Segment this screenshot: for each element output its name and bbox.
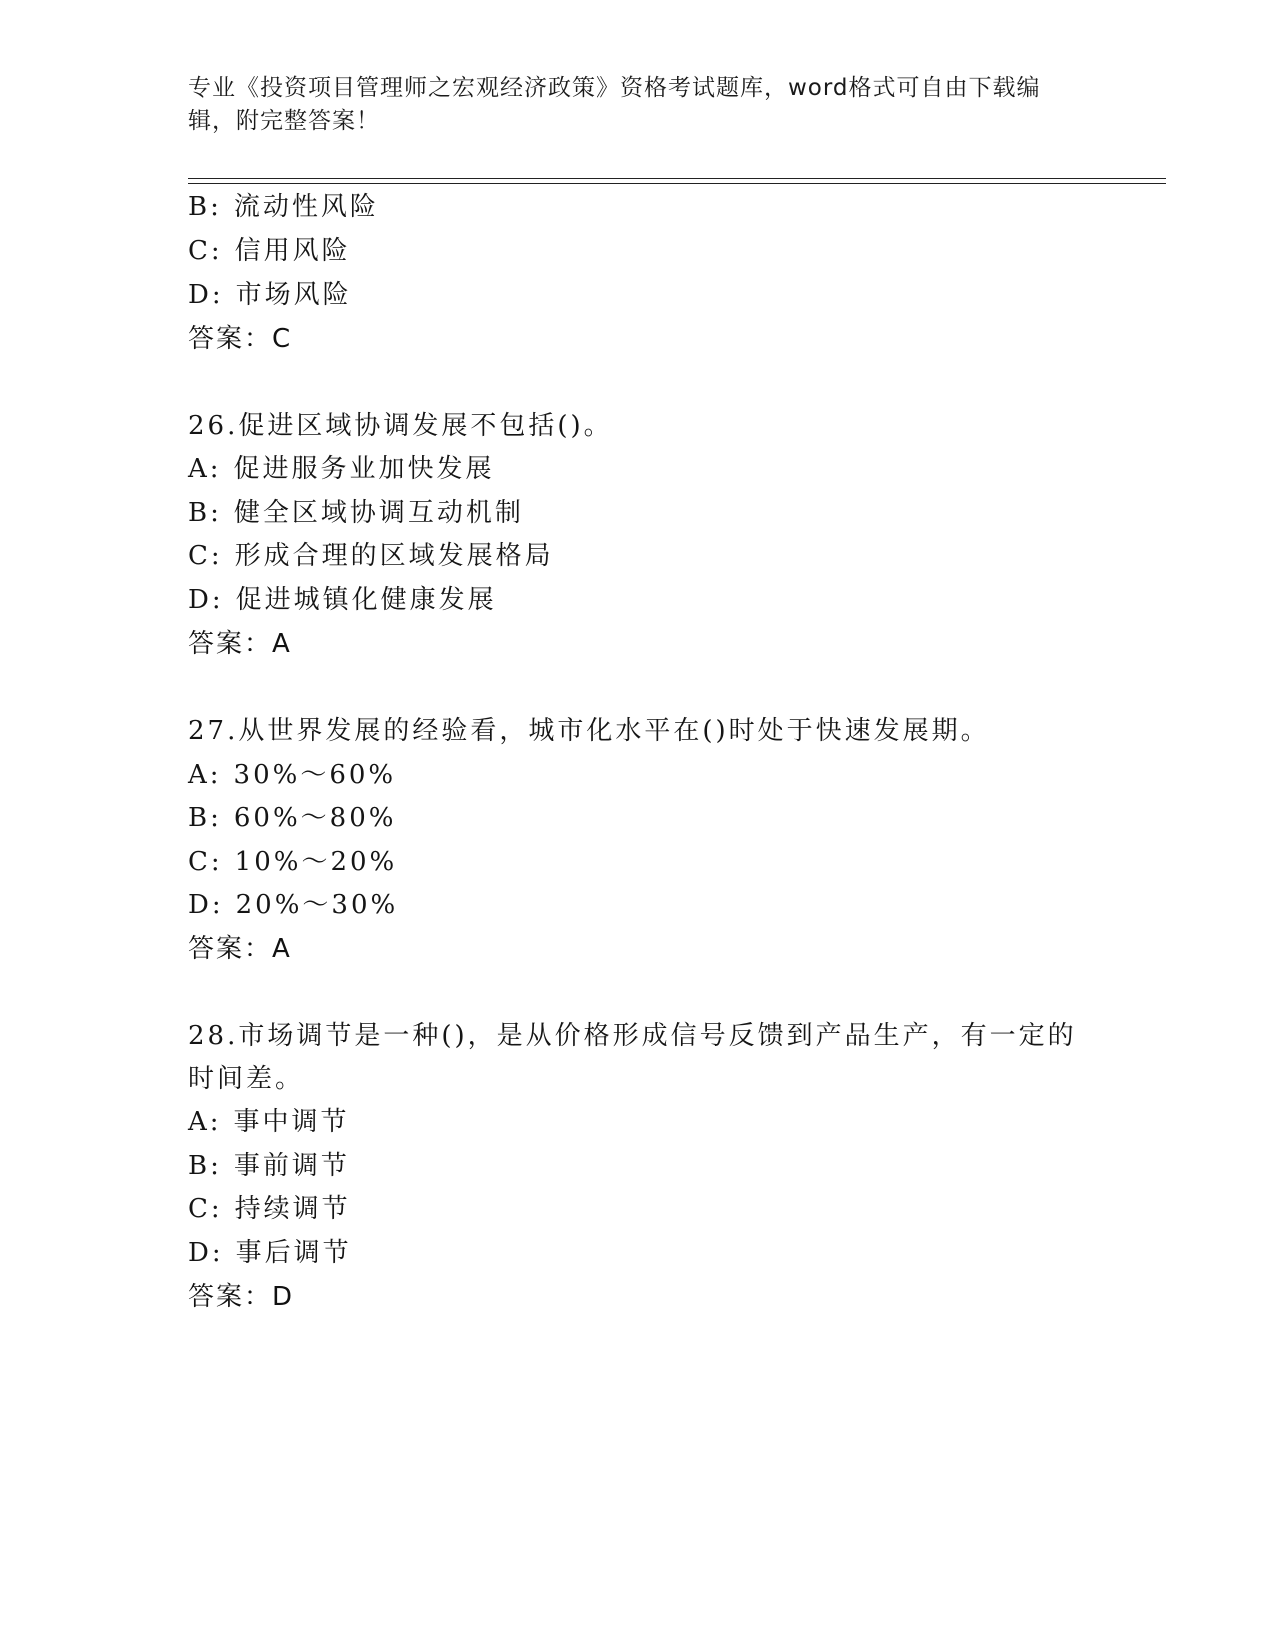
q28-option-d — [188, 1237, 352, 1269]
q26-option-d — [188, 584, 497, 616]
option-text: 事中调节 — [233, 1107, 350, 1137]
option-text: 事后调节 — [235, 1238, 352, 1268]
q27-option-d — [188, 889, 398, 921]
option-label: A: — [188, 454, 222, 484]
q25-option-c — [188, 235, 351, 267]
q27-stem: 27.从世界发展的经验看，城市化水平在()时处于快速发展期。 — [188, 716, 990, 746]
option-text: 健全区域协调互动机制 — [233, 498, 524, 528]
q26-option-a — [188, 453, 495, 485]
q26-answer: 答案：A — [188, 629, 292, 659]
document-header: 专业《投资项目管理师之宏观经济政策》资格考试题库，word格式可自由下载编辑，附完整答案！ — [188, 75, 1041, 134]
option-text: 10%～20% — [234, 847, 398, 877]
option-text: 促进城镇化健康发展 — [235, 585, 497, 615]
q26-option-b — [188, 497, 524, 529]
option-label: D: — [188, 585, 224, 615]
option-label: B: — [188, 1151, 222, 1181]
q28-stem-line1: 28.市场调节是一种()，是从价格形成信号反馈到产品生产，有一定的 — [188, 1021, 1077, 1051]
option-label: C: — [188, 1194, 223, 1224]
q25-option-b — [188, 191, 379, 223]
q28-answer: 答案：D — [188, 1282, 295, 1312]
option-label: B: — [188, 192, 222, 222]
q28-option-c — [188, 1193, 351, 1225]
header-rule-bottom — [188, 183, 1166, 184]
option-text: 持续调节 — [234, 1194, 351, 1224]
option-text: 促进服务业加快发展 — [233, 454, 495, 484]
q25-option-d — [188, 279, 352, 311]
q26-option-c — [188, 540, 554, 572]
option-label: D: — [188, 280, 224, 310]
option-text: 30%～60% — [233, 760, 397, 790]
q28-stem-line2: 时间差。 — [188, 1064, 305, 1094]
q27-answer: 答案：A — [188, 934, 292, 964]
option-label: C: — [188, 236, 223, 266]
q25-answer: 答案：C — [188, 324, 293, 354]
q27-option-a — [188, 759, 396, 791]
option-text: 流动性风险 — [233, 192, 379, 222]
option-text: 60%～80% — [233, 803, 397, 833]
option-text: 市场风险 — [235, 280, 352, 310]
option-text: 20%～30% — [235, 890, 399, 920]
option-text: 形成合理的区域发展格局 — [234, 541, 554, 571]
option-label: C: — [188, 541, 223, 571]
header-rule-top — [188, 178, 1166, 179]
option-label: A: — [188, 1107, 222, 1137]
option-text: 信用风险 — [234, 236, 351, 266]
option-label: B: — [188, 498, 222, 528]
q28-option-a — [188, 1106, 350, 1138]
option-label: C: — [188, 847, 223, 877]
option-label: D: — [188, 890, 224, 920]
option-text: 事前调节 — [233, 1151, 350, 1181]
option-label: B: — [188, 803, 222, 833]
q28-option-b — [188, 1150, 350, 1182]
q27-option-c — [188, 846, 397, 878]
option-label: A: — [188, 760, 222, 790]
option-label: D: — [188, 1238, 224, 1268]
q27-option-b — [188, 802, 396, 834]
q26-stem: 26.促进区域协调发展不包括()。 — [188, 411, 613, 441]
